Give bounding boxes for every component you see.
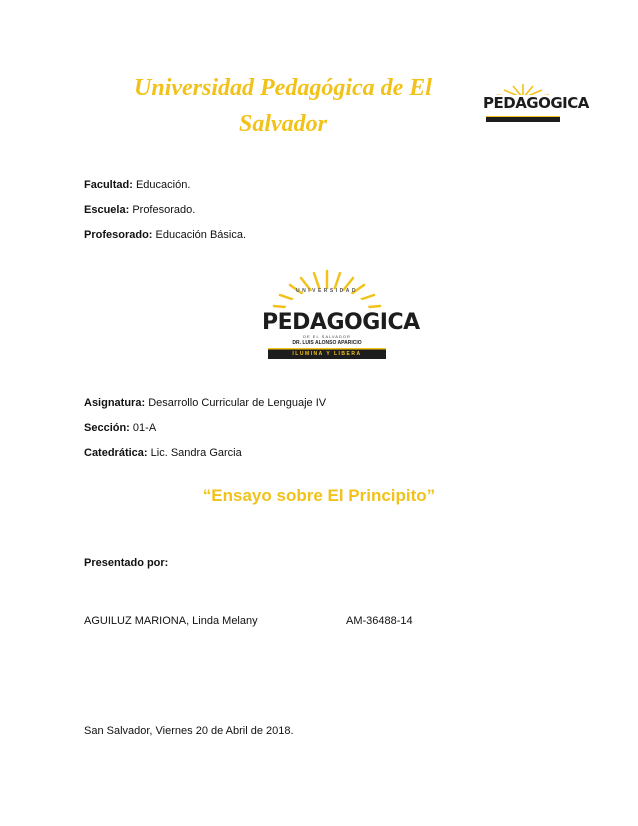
escuela-value: Profesorado. — [132, 204, 196, 216]
facultad-row — [84, 178, 190, 192]
university-logo — [262, 265, 420, 361]
page-title — [93, 70, 473, 142]
place-date: San Salvador, Viernes 20 de Abril de 2018. — [84, 725, 294, 737]
facultad-label: Facultad: — [84, 179, 133, 191]
presented-by-row — [84, 556, 168, 570]
essay-title: “Ensayo sobre El Principito” — [202, 486, 436, 505]
catedratica-row — [84, 446, 242, 460]
facultad-value: Educación. — [135, 179, 191, 191]
seccion-label: Sección: — [84, 422, 130, 434]
logo-name: PEDAGOGICA — [262, 310, 420, 335]
escuela-row — [84, 203, 195, 217]
logo-subtitle-2: DR. LUIS ALONSO APARICIO — [292, 340, 362, 346]
profesorado-value: Educación Básica. — [155, 229, 247, 241]
catedratica-value: Lic. Sandra Garcia — [150, 447, 242, 459]
catedratica-label: Catedrática: — [84, 447, 148, 459]
student-name: AGUILUZ MARIONA, Linda Melany — [84, 615, 258, 627]
header-logo-name: PEDAGOGICA — [483, 94, 589, 112]
logo-band-text: ILUMINA Y LIBERA — [292, 351, 362, 357]
escuela-label: Escuela: — [84, 204, 130, 216]
asignatura-value: Desarrollo Curricular de Lenguaje IV — [148, 397, 327, 409]
seccion-row — [84, 421, 156, 435]
header-logo — [483, 78, 589, 124]
profesorado-label: Profesorado: — [84, 229, 153, 241]
seccion-value: 01-A — [132, 422, 157, 434]
presented-label: Presentado por: — [84, 557, 169, 569]
title-line-2: Salvador — [238, 111, 327, 137]
logo-subtitle-1: DE EL SALVADOR — [303, 334, 351, 339]
asignatura-label: Asignatura: — [84, 397, 146, 409]
asignatura-row — [84, 396, 326, 410]
profesorado-row — [84, 228, 246, 242]
title-line-1: Universidad Pedagógica de El — [134, 75, 432, 101]
student-id: AM-36488-14 — [346, 615, 413, 627]
logo-arc-text: UNIVERSIDAD — [296, 288, 358, 294]
